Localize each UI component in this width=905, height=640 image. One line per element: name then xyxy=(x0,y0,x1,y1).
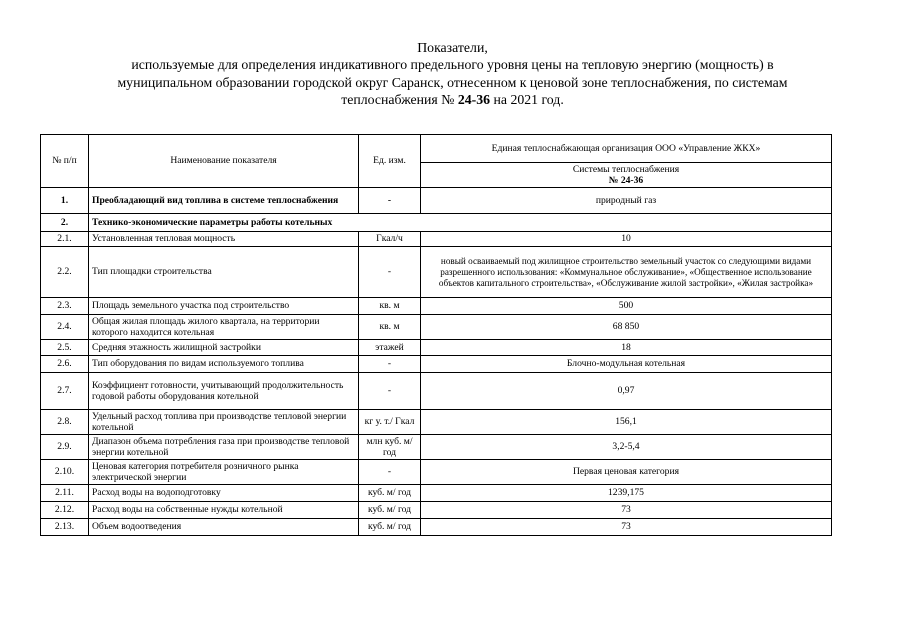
row-name: Тип оборудования по видам используемого топлива xyxy=(89,356,359,373)
row-num: 2.8. xyxy=(41,410,89,435)
row-num: 2.10. xyxy=(41,460,89,485)
table-row xyxy=(41,519,832,536)
header-unit: Ед. изм. xyxy=(359,135,421,188)
row-num: 2.6. xyxy=(41,356,89,373)
row-name: Ценовая категория потребителя розничного рынка электрической энергии xyxy=(89,460,359,485)
row-unit: - xyxy=(359,356,421,373)
table-row xyxy=(41,485,832,502)
row-unit: куб. м/ год xyxy=(359,502,421,519)
table-row xyxy=(41,435,832,460)
header-num: № п/п xyxy=(41,135,89,188)
row-value: 156,1 xyxy=(421,410,832,435)
section-row xyxy=(41,214,832,232)
row-unit: кв. м xyxy=(359,298,421,315)
table-row xyxy=(41,315,832,340)
row-value: природный газ xyxy=(421,188,832,214)
row-value: 73 xyxy=(421,519,832,536)
row-num: 2.2. xyxy=(41,247,89,298)
section-title: Технико-экономические параметры работы котельных xyxy=(89,214,832,232)
row-value: Первая ценовая категория xyxy=(421,460,832,485)
title-line-4-suffix: на 2021 год. xyxy=(490,92,564,108)
row-unit: Гкал/ч xyxy=(359,232,421,247)
row-value: Блочно-модульная котельная xyxy=(421,356,832,373)
table-row xyxy=(41,460,832,485)
row-name: Расход воды на собственные нужды котельной xyxy=(89,502,359,519)
row-value: 3,2-5,4 xyxy=(421,435,832,460)
table-row xyxy=(41,502,832,519)
header-org: Единая теплоснабжающая организация ООО «Управление ЖКХ» xyxy=(421,135,832,163)
row-name: Средняя этажность жилищной застройки xyxy=(89,340,359,356)
table-row xyxy=(41,232,832,247)
row-value: 10 xyxy=(421,232,832,247)
row-num: 2.3. xyxy=(41,298,89,315)
row-unit: - xyxy=(359,247,421,298)
row-num: 2. xyxy=(41,214,89,232)
row-num: 2.7. xyxy=(41,373,89,410)
row-unit: - xyxy=(359,460,421,485)
row-name: Расход воды на водоподготовку xyxy=(89,485,359,502)
row-unit: куб. м/ год xyxy=(359,485,421,502)
row-name: Объем водоотведения xyxy=(89,519,359,536)
row-unit: куб. м/ год xyxy=(359,519,421,536)
title-line-2: используемые для определения индикативного предельного уровня цены на тепловую энергию (мощность) в xyxy=(131,57,774,73)
header-row xyxy=(41,135,832,163)
row-name: Удельный расход топлива при производстве тепловой энергии котельной xyxy=(89,410,359,435)
row-name: Площадь земельного участка под строительство xyxy=(89,298,359,315)
row-value: 1239,175 xyxy=(421,485,832,502)
header-name: Наименование показателя xyxy=(89,135,359,188)
table-row xyxy=(41,356,832,373)
system-number: 24-36 xyxy=(457,92,491,108)
row-num: 2.12. xyxy=(41,502,89,519)
row-value: 500 xyxy=(421,298,832,315)
row-value: новый осваиваемый под жилищное строительство земельный участок со следующими видами разрешенного использования: «Коммунальное обслуживание», «Общественное использование объектов капитального строительства», «Обслуживание жилой застройки», «Жилая застройка» xyxy=(421,247,832,298)
title-line-4 xyxy=(60,91,845,108)
row-name: Общая жилая площадь жилого квартала, на территории которого находится котельная xyxy=(89,315,359,340)
row-unit: - xyxy=(359,188,421,214)
title-line-4-prefix: теплоснабжения № xyxy=(341,92,458,108)
header-systems xyxy=(421,163,832,188)
table-row xyxy=(41,188,832,214)
table-row xyxy=(41,247,832,298)
indicators-table xyxy=(40,134,832,536)
row-name: Тип площадки строительства xyxy=(89,247,359,298)
table-row xyxy=(41,340,832,356)
row-unit: - xyxy=(359,373,421,410)
row-value: 18 xyxy=(421,340,832,356)
row-name: Диапазон объема потребления газа при производстве тепловой энергии котельной xyxy=(89,435,359,460)
row-unit: кв. м xyxy=(359,315,421,340)
row-num: 2.1. xyxy=(41,232,89,247)
row-unit: млн куб. м/год xyxy=(359,435,421,460)
row-num: 1. xyxy=(41,188,89,214)
table-row xyxy=(41,373,832,410)
table-row xyxy=(41,298,832,315)
row-num: 2.5. xyxy=(41,340,89,356)
row-value: 0,97 xyxy=(421,373,832,410)
row-num: 2.13. xyxy=(41,519,89,536)
row-num: 2.11. xyxy=(41,485,89,502)
header-systems-number: № 24-36 xyxy=(608,175,644,186)
document-title xyxy=(60,39,845,109)
table-row xyxy=(41,410,832,435)
row-name: Установленная тепловая мощность xyxy=(89,232,359,247)
row-name: Коэффициент готовности, учитывающий продолжительность годовой работы оборудования котельной xyxy=(89,373,359,410)
title-line-3: муниципальном образовании городской округ Саранск, отнесенном к ценовой зоне теплоснабжения, по системам xyxy=(117,74,788,90)
row-num: 2.4. xyxy=(41,315,89,340)
row-value: 68 850 xyxy=(421,315,832,340)
row-num: 2.9. xyxy=(41,435,89,460)
row-unit: этажей xyxy=(359,340,421,356)
row-unit: кг у. т./ Гкал xyxy=(359,410,421,435)
row-value: 73 xyxy=(421,502,832,519)
row-name: Преобладающий вид топлива в системе теплоснабжения xyxy=(89,188,359,214)
header-systems-label: Системы теплоснабжения xyxy=(572,163,680,175)
title-line-1: Показатели, xyxy=(417,40,488,55)
